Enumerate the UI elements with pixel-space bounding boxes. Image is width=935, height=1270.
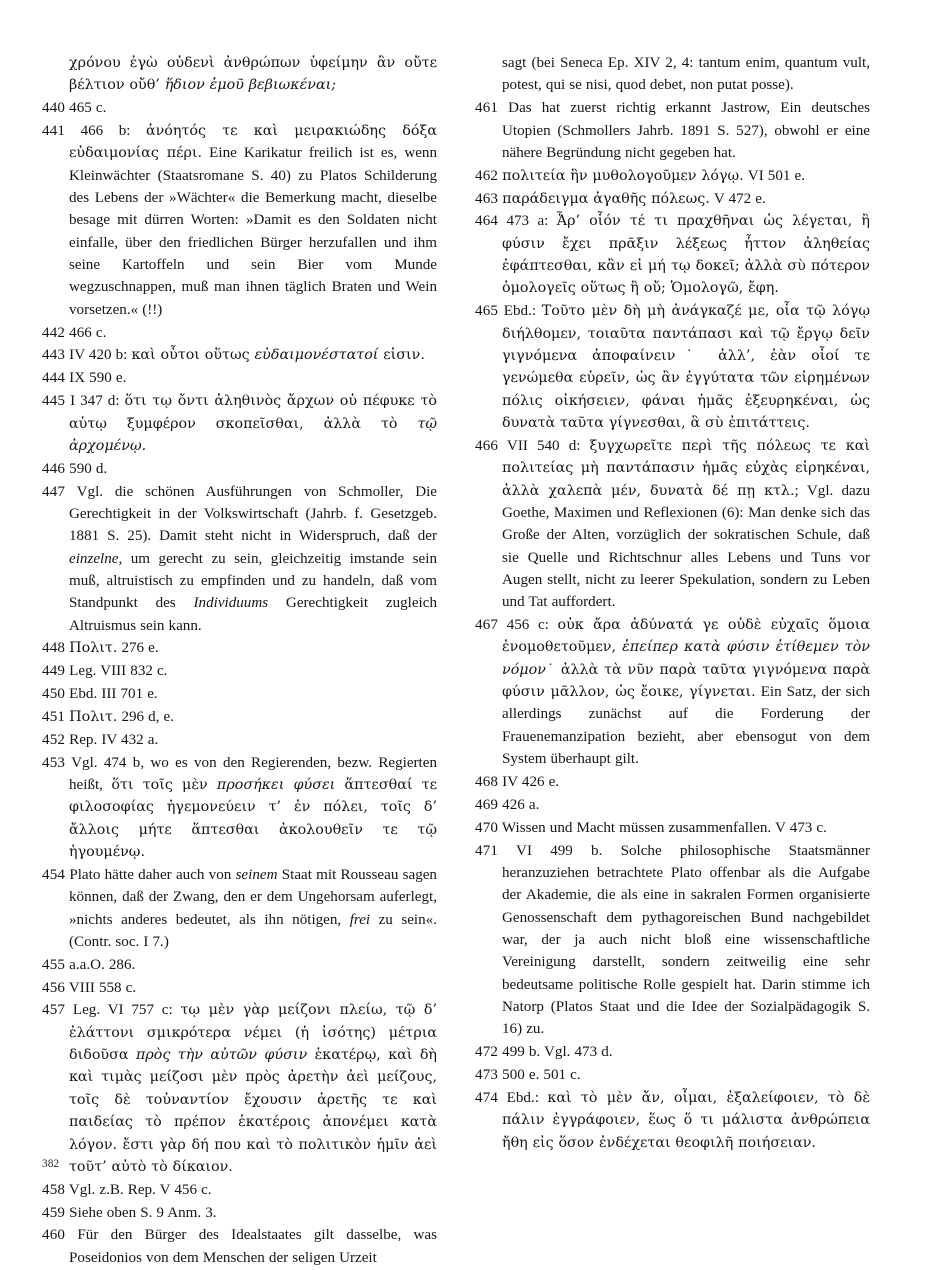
endnote-number: 455 — [42, 956, 66, 973]
text-run-roman: Staat mit Rousseau sagen können, daß der Zwang, den er dem Ungehorsam auferlegt, »nichts anderes bedeutet, als ihn nötigen, — [69, 866, 437, 928]
text-run-roman: 456 c: — [498, 617, 558, 634]
text-run-roman: IV 420 b: — [65, 347, 132, 364]
endnote-467 — [475, 614, 870, 770]
text-run-italic: seinem — [235, 866, 278, 883]
text-run-greek: ὅτι τοῖς μὲν — [111, 777, 217, 793]
text-run-roman: Wissen und Macht müssen zusammenfallen. V 473 c. — [498, 819, 827, 836]
endnote-number: 456 — [42, 979, 66, 996]
text-run-greek: ἅπτεσθαί τε φιλοσοφίας ἡγεμονεύειν τ’ ἐν πόλει, τοῖς δ’ ἄλλοις μήτε ἅπτεσθαι ἀκολουθεῖν τε τῷ ἡγουμένῳ. — [69, 777, 437, 861]
text-run-greek: ἑκατέρῳ, καὶ δὴ καὶ τιμὰς μείζοσι μὲν πρὸς ἀρετὴν ἀεὶ μείζους, τοῖς δὲ τοὐναντίον ἔχουσιν ἀρετῆς τε καὶ παιδείας τὸ πρέπον ἑκατέροις ἀπονέμει κατὰ λόγον. ἔστι γὰρ δή που καὶ τὸ πολιτικὸν ἡμῖν ἀεὶ τοῦτ’ αὐτὸ τὸ δίκαιον. — [69, 1047, 438, 1175]
text-run-greek: ὅτι τῳ ὄντι ἀληθινὸς ἄρχων οὐ πέφυκε τὸ αὑτῳ ξυμφέρον σκοπεῖσθαι, ἀλλὰ τὸ — [69, 393, 437, 432]
endnote-471 — [475, 840, 870, 1041]
endnote-453 — [42, 752, 437, 864]
note-continuation-paragraph — [475, 52, 870, 97]
endnote-442 — [42, 322, 437, 344]
endnote-450 — [42, 683, 437, 705]
text-run-roman: 465 c. — [65, 100, 107, 117]
endnote-445 — [42, 390, 437, 457]
endnote-472 — [475, 1041, 870, 1063]
endnote-456 — [42, 977, 437, 999]
endnote-number: 449 — [42, 663, 66, 680]
endnote-number: 448 — [42, 640, 66, 657]
text-run-roman: VII 540 d: — [498, 437, 590, 454]
endnote-number: 441 — [42, 123, 66, 140]
text-run-roman: Vgl. die schönen Ausführungen von Schmoller, Die Gerechtigkeit in der Volkswirtschaft (Jahrb. f. Gesetzgeb. 1881 S. 25). Damit steht nicht in Widerspruch, daß der — [65, 483, 437, 545]
text-run-greek: ˙ ἀλλὰ τὰ νῦν παρὰ ταῦτα γιγνόμενα παρὰ φύσιν μᾶλλον, ὡς ἔοικε, γίγνεται. — [502, 661, 870, 701]
endnote-440 — [42, 97, 437, 119]
endnote-number: 461 — [475, 100, 499, 117]
two-column-text-body — [42, 52, 870, 1270]
text-run-greek-italic: τῷ ἀρχομένῳ. — [69, 415, 437, 454]
endnote-number: 453 — [42, 754, 66, 771]
endnote-number: 470 — [475, 819, 499, 836]
endnote-462 — [475, 165, 870, 187]
endnote-number: 457 — [42, 1002, 66, 1019]
text-run-roman: Gerechtigkeit zugleich Altruismus sein kann. — [69, 595, 437, 634]
endnote-number: 467 — [475, 617, 499, 634]
endnote-446 — [42, 458, 437, 480]
endnote-459 — [42, 1202, 437, 1224]
endnote-461 — [475, 97, 870, 164]
text-run-roman: 466 b: — [65, 123, 146, 140]
right-column — [475, 52, 870, 1270]
endnote-451 — [42, 706, 437, 728]
text-run-roman: 426 a. — [498, 796, 540, 813]
text-run-greek: Πολιτ. — [69, 640, 118, 657]
endnote-number: 468 — [475, 774, 499, 790]
endnote-number: 463 — [475, 190, 499, 207]
endnote-number: 462 — [475, 167, 499, 184]
text-run-greek: Πολιτ. — [69, 708, 118, 725]
text-run-greek-italic: ἐπείπερ κατὰ φύσιν ἐτίθεμεν τὸν νόμον — [502, 639, 870, 678]
endnote-466 — [475, 435, 870, 614]
text-run-roman: IX 590 e. — [65, 370, 127, 387]
text-run-roman: 500 e. 501 c. — [498, 1066, 581, 1083]
text-run-greek-italic: εὐδαιμονέστατοί — [254, 347, 379, 364]
text-run-italic: einzelne, — [69, 550, 123, 567]
text-run-roman: Leg. VI 757 c: — [65, 1002, 181, 1019]
endnote-444 — [42, 367, 437, 389]
text-run-greek: τῳ μὲν γὰρ μείζονι πλείω, τῷ δ’ ἐλάττονι σμικρότερα νέμει (ἡ ἰσότης) μέτρια διδοῦσα — [69, 1002, 437, 1064]
endnote-number: 444 — [42, 370, 66, 387]
endnote-number: 445 — [42, 393, 66, 410]
endnote-449 — [42, 660, 437, 682]
text-run-greek-italic: ἥδιον ἐμοῦ βεβιωκέναι; — [164, 77, 337, 94]
text-run-roman: Vgl. z.B. Rep. V 456 c. — [65, 1181, 212, 1198]
text-run-roman: Für den Bürger des Idealstaates gilt dasselbe, was Poseidonios von dem Menschen der seligen Urzeit — [65, 1227, 437, 1266]
endnote-448 — [42, 637, 437, 659]
endnote-number: 458 — [42, 1181, 66, 1198]
text-run-roman: Ein Satz, der sich allerdings zunächst auf die Forderung der Frauenemanzipation bezieht, aber ebensogut von dem System überhaupt gilt. — [502, 684, 870, 768]
text-run-greek-italic: πρὸς τὴν αὐτῶν φύσιν — [135, 1047, 308, 1064]
endnote-447 — [42, 481, 437, 637]
text-run-roman: a.a.O. 286. — [65, 956, 136, 973]
text-run-roman: um gerecht zu sein, gleichzeitig imstande sein muß, altruistisch zu empfinden und zu handeln, daß vom Standpunkt des — [69, 550, 437, 612]
text-run-roman: Ebd.: — [498, 1089, 548, 1106]
endnote-number: 450 — [42, 686, 66, 703]
endnote-464 — [475, 210, 870, 299]
endnote-460 — [42, 1224, 437, 1269]
text-run-greek: οὐκ ἄρα ἀδύνατά γε οὐδὲ εὐχαῖς ὅμοια ἐνομοθετοῦμεν, — [502, 617, 870, 656]
text-run-roman: Siehe oben S. 9 Anm. 3. — [65, 1204, 217, 1221]
endnote-number: 472 — [475, 1044, 499, 1061]
endnote-457 — [42, 999, 437, 1178]
endnote-455 — [42, 954, 437, 976]
text-run-greek: Ἆρ’ οἷόν τέ τι πραχθῆναι ὡς λέγεται, ἢ φύσιν ἔχει πρᾶξιν λέξεως ἧττον ἀληθείας ἐφάπτεσθαι, κἂν εἰ μή τῳ δοκεῖ; ἀλλὰ σὺ πότερον ὁμολογεῖς οὕτως ἢ οὔ; Ὁμολογῶ, ἔφη. — [502, 213, 870, 297]
endnote-number: 464 — [475, 213, 499, 230]
endnote-number: 447 — [42, 483, 66, 500]
text-run-roman: I 347 d: — [65, 393, 125, 410]
endnote-454 — [42, 864, 437, 953]
endnote-number: 446 — [42, 460, 66, 477]
text-run-roman: Eine Karikatur freilich ist es, wenn Kleinwächter (Staatsromane S. 40) zu Platos Schilderung des Lebens der »Wächter« die Bemerkung macht, dieselbe besage mit dürren Worten: »Damit es den Soldaten nicht einfalle, über den friedlichen Bürger herzufallen und ihm seine Kartoffeln und sein Bier vom Munde wegzuschnappen, muß man ihnen täglich Braten und Wein vorsetzen.« (!!) — [69, 145, 438, 318]
text-run-roman: Plato hätte daher auch von — [65, 866, 236, 883]
text-run-greek: παράδειγμα ἀγαθῆς πόλεως. — [502, 190, 710, 207]
text-run-italic: Individuums — [193, 595, 269, 612]
endnote-463 — [475, 188, 870, 210]
endnote-468 — [475, 771, 870, 793]
endnote-number: 440 — [42, 100, 66, 117]
endnote-number: 473 — [475, 1066, 499, 1083]
text-run-greek: ξυγχωρεῖτε περὶ τῆς πόλεως τε καὶ πολιτείας μὴ παντάπασιν ἡμᾶς εὐχὰς εἰρηκέναι, ἀλλὰ χαλεπὰ μέν, δυνατὰ δέ πῃ κτλ. — [502, 437, 870, 499]
text-run-roman: Ebd. III 701 e. — [65, 686, 158, 703]
text-run-roman: Das hat zuerst richtig erkannt Jastrow, Ein deutsches Utopien (Schmollers Jahrb. 1891 S. 527), obwohl er eine nähere Begründung nicht gegeben hat. — [498, 100, 870, 161]
endnote-470 — [475, 817, 870, 839]
endnote-number: 443 — [42, 347, 66, 364]
text-run-roman: IV 426 e. — [498, 774, 560, 790]
page-folio-number: 382 — [42, 1158, 60, 1170]
endnote-number: 469 — [475, 796, 499, 813]
text-run-greek: χρόνου ἐγὼ οὐδενὶ ἀνθρώπων ὑφείμην ἂν οὔτε βέλτιον οὔθ’ — [69, 55, 437, 94]
text-run-greek: πολιτεία ἣν μυθολογοῦμεν λόγῳ. — [502, 167, 744, 184]
left-column — [42, 52, 437, 1270]
text-run-roman: ; Vgl. dazu Goethe, Maximen und Reflexionen (6): Man denke sich das Große der Alten, vorzüglich der sokratischen Schule, daß sie Quelle und Richtschnur alles Lebens und Tuns vor Augen stellt, nicht zu leerer Spekulation, sondern zu Leben und Tat auffordert. — [502, 482, 870, 611]
text-run-greek: εἰσιν. — [378, 347, 425, 364]
endnote-number: 442 — [42, 324, 66, 341]
text-run-roman: zu sein«. (Contr. soc. I 7.) — [69, 911, 437, 950]
text-run-roman: Rep. IV 432 a. — [65, 731, 159, 748]
text-run-roman: VI 501 e. — [743, 167, 806, 184]
endnote-441 — [42, 120, 437, 321]
endnote-number: 471 — [475, 842, 499, 859]
endnote-number: 454 — [42, 866, 66, 883]
text-run-roman: 499 b. Vgl. 473 d. — [498, 1044, 613, 1061]
endnote-number: 460 — [42, 1227, 66, 1244]
text-run-greek: Τοῦτο μὲν δὴ μὴ ἀνάγκαζέ με, οἷα τῷ λόγῳ διήλθομεν, τοιαῦτα παντάπασι καὶ τῷ ἔργῳ δεῖν γιγνόμενα ἀποφαίνειν˙ ἀλλ’, ἐὰν οἷοί τε γενώμεθα εὑρεῖν, ὡς ἂν ἐγγύτατα τῶν εἰρημένων πόλις οἰκήσειεν, φάναι ἡμᾶς ἐξευρηκέναι, ὡς δυνατὰ ταῦτα γίγνεσθαι, ἃ σὺ ἐπιτάττεις. — [502, 303, 871, 431]
endnote-458 — [42, 1179, 437, 1201]
text-run-roman: 590 d. — [65, 460, 108, 477]
text-run-roman: V 472 e. — [709, 190, 766, 207]
text-run-greek: ἀνόητός τε καὶ μειρακιώδης δόξα εὐδαιμονίας πέρι. — [69, 123, 437, 162]
note-continuation-paragraph — [42, 52, 437, 97]
endnote-number: 466 — [475, 437, 499, 454]
text-run-roman: 466 c. — [65, 324, 107, 341]
text-run-greek-italic: προσήκει φύσει — [216, 777, 336, 793]
text-run-roman: 276 e. — [117, 640, 159, 657]
endnote-number: 452 — [42, 731, 66, 748]
text-run-greek: καὶ οὗτοι οὕτως — [131, 347, 255, 364]
text-run-roman: 296 d, e. — [117, 708, 175, 725]
endnote-465 — [475, 300, 870, 434]
text-run-roman: sagt (bei Seneca Ep. XIV 2, 4: tantum enim, quantum vult, potest, qui se nisi, quod debet, non putat posse). — [502, 55, 870, 94]
text-run-roman: Ebd.: — [498, 303, 542, 320]
text-run-roman: VIII 558 c. — [65, 979, 137, 996]
endnote-number: 465 — [475, 303, 499, 320]
text-run-roman: VI 499 b. Solche philosophische Staatsmänner heranzuziehen betrachtete Plato offenbar als die Aufgabe der Akademie, die als eine in sakralen Formen organisierte Genossenschaft dem pythagoreischen Bund nachgebildet war, der ja auch nicht bloß eine wissenschaftliche Vereinigung darstellt, sondern zeitweilig eine sehr bedeutsame politische Rolle gespielt hat. Darin stimme ich Natorp (Platos Staat und die Idee der Sozialpädagogik S. 16) zu. — [498, 842, 870, 1038]
text-run-roman: Leg. VIII 832 c. — [65, 663, 168, 680]
text-run-roman: 473 a: — [498, 213, 557, 230]
text-run-roman: Vgl. 474 b, wo es von den Regierenden, bezw. Regierten heißt, — [65, 754, 437, 793]
endnote-number: 474 — [475, 1089, 499, 1106]
endnote-number: 459 — [42, 1204, 66, 1221]
endnote-443 — [42, 344, 437, 366]
endnote-452 — [42, 729, 437, 751]
text-run-greek: καὶ τὸ μὲν ἄν, οἶμαι, ἐξαλείφοιεν, τὸ δὲ πάλιν ἐγγράφοιεν, ἕως ὅ τι μάλιστα ἀνθρώπεια ἤθη εἰς ὅσον ἐνδέχεται θεοφιλῆ ποιήσειαν. — [502, 1089, 870, 1151]
endnote-number: 451 — [42, 708, 66, 725]
text-run-italic: frei — [349, 911, 371, 928]
endnote-473 — [475, 1064, 870, 1086]
endnote-474 — [475, 1087, 870, 1154]
endnote-469 — [475, 794, 870, 816]
